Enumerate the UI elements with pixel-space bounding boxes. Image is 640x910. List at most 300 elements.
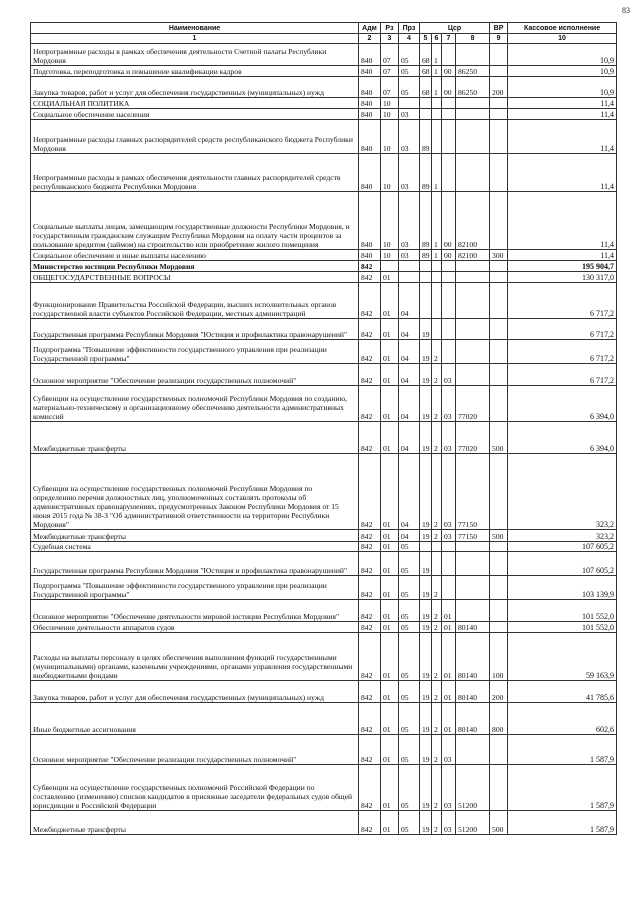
row-csr-program <box>420 261 432 272</box>
table-row <box>31 192 617 250</box>
row-adm: 842 <box>359 811 381 835</box>
row-vr <box>490 66 508 77</box>
row-adm: 840 <box>359 192 381 250</box>
row-cash-execution: 323,2 <box>508 530 617 542</box>
row-vr: 300 <box>490 250 508 261</box>
table-row <box>31 364 617 386</box>
row-name: Функционирование Правительства Российской Федерации, высших исполнительных органов государственной власти субъектов Российской Федерации, местных администраций <box>31 283 359 319</box>
row-rz: 01 <box>381 340 399 364</box>
row-prz: 04 <box>399 454 420 530</box>
row-vr: 100 <box>490 633 508 681</box>
row-csr-program: 19 <box>420 633 432 681</box>
row-vr <box>490 454 508 530</box>
row-vr: 200 <box>490 77 508 98</box>
row-csr-program: 68 <box>420 77 432 98</box>
row-csr-subprogram <box>432 261 442 272</box>
row-csr-direction <box>456 552 490 576</box>
row-csr-direction <box>456 340 490 364</box>
row-vr: 500 <box>490 422 508 454</box>
row-csr-program: 89 <box>420 120 432 154</box>
row-vr <box>490 364 508 386</box>
row-csr-program: 19 <box>420 735 432 765</box>
row-rz: 01 <box>381 530 399 542</box>
row-adm: 842 <box>359 272 381 283</box>
table-row <box>31 600 617 622</box>
table-row <box>31 765 617 811</box>
row-name: Межбюджетные трансферты <box>31 530 359 542</box>
row-rz: 01 <box>381 386 399 422</box>
table-row <box>31 272 617 283</box>
row-csr-subprogram <box>432 272 442 283</box>
row-csr-program: 89 <box>420 192 432 250</box>
row-rz: 07 <box>381 66 399 77</box>
row-adm: 842 <box>359 681 381 703</box>
row-csr-program: 19 <box>420 530 432 542</box>
table-body <box>31 44 617 835</box>
row-name: Основное мероприятие "Обеспечение реализации государственных полномочий" <box>31 364 359 386</box>
row-adm: 842 <box>359 364 381 386</box>
row-csr-measure: 03 <box>442 422 456 454</box>
row-prz: 03 <box>399 109 420 120</box>
row-csr-direction: 86250 <box>456 66 490 77</box>
row-csr-subprogram: 2 <box>432 735 442 765</box>
table-row <box>31 154 617 192</box>
row-prz: 05 <box>399 44 420 66</box>
row-rz: 10 <box>381 98 399 109</box>
row-prz: 05 <box>399 681 420 703</box>
row-prz: 05 <box>399 77 420 98</box>
row-rz: 01 <box>381 454 399 530</box>
row-prz: 04 <box>399 386 420 422</box>
row-csr-program <box>420 98 432 109</box>
row-rz: 01 <box>381 622 399 633</box>
row-csr-subprogram: 2 <box>432 703 442 735</box>
row-adm: 842 <box>359 600 381 622</box>
row-csr-subprogram: 2 <box>432 600 442 622</box>
row-csr-subprogram <box>432 109 442 120</box>
row-adm: 842 <box>359 735 381 765</box>
column-number: 2 <box>359 34 381 44</box>
row-csr-direction: 77150 <box>456 454 490 530</box>
row-prz: 03 <box>399 120 420 154</box>
row-cash-execution: 107 605,2 <box>508 552 617 576</box>
row-cash-execution: 10,9 <box>508 44 617 66</box>
row-csr-program: 19 <box>420 811 432 835</box>
row-vr: 500 <box>490 811 508 835</box>
row-csr-program: 19 <box>420 386 432 422</box>
row-cash-execution: 6 717,2 <box>508 364 617 386</box>
row-rz: 01 <box>381 542 399 552</box>
row-adm: 840 <box>359 98 381 109</box>
row-rz: 10 <box>381 250 399 261</box>
row-cash-execution: 11,4 <box>508 250 617 261</box>
row-prz: 05 <box>399 552 420 576</box>
row-csr-program: 19 <box>420 364 432 386</box>
row-cash-execution: 6 717,2 <box>508 340 617 364</box>
row-name: Непрограммные расходы в рамках обеспечения деятельности главных распорядителей средств республиканского бюджета Республики Мордовия <box>31 154 359 192</box>
row-csr-measure: 03 <box>442 765 456 811</box>
row-name: Государственная программа Республики Мордовия "Юстиция и профилактика правонарушений" <box>31 552 359 576</box>
row-adm: 842 <box>359 703 381 735</box>
row-name: Подпрограмма "Повышение эффективности государственного управления при реализации Государственной программы" <box>31 576 359 600</box>
row-prz: 04 <box>399 530 420 542</box>
row-rz: 10 <box>381 154 399 192</box>
row-vr <box>490 283 508 319</box>
column-number: 9 <box>490 34 508 44</box>
row-prz: 04 <box>399 364 420 386</box>
row-name: Социальное обеспечение населения <box>31 109 359 120</box>
row-prz: 05 <box>399 600 420 622</box>
row-vr <box>490 261 508 272</box>
row-rz: 01 <box>381 283 399 319</box>
row-csr-subprogram: 2 <box>432 765 442 811</box>
row-cash-execution: 1 587,9 <box>508 765 617 811</box>
row-prz: 04 <box>399 422 420 454</box>
row-csr-subprogram: 2 <box>432 633 442 681</box>
row-vr <box>490 622 508 633</box>
row-csr-program: 19 <box>420 454 432 530</box>
row-prz: 03 <box>399 192 420 250</box>
row-cash-execution: 10,9 <box>508 66 617 77</box>
row-rz: 10 <box>381 120 399 154</box>
row-prz <box>399 272 420 283</box>
row-prz: 05 <box>399 66 420 77</box>
row-csr-subprogram <box>432 283 442 319</box>
row-csr-program <box>420 542 432 552</box>
row-csr-measure <box>442 552 456 576</box>
row-rz: 01 <box>381 703 399 735</box>
row-vr <box>490 765 508 811</box>
row-csr-direction <box>456 576 490 600</box>
column-number: 10 <box>508 34 617 44</box>
row-cash-execution: 103 139,9 <box>508 576 617 600</box>
row-adm: 842 <box>359 633 381 681</box>
row-csr-direction <box>456 283 490 319</box>
table-row <box>31 633 617 681</box>
row-rz: 10 <box>381 109 399 120</box>
row-adm: 842 <box>359 552 381 576</box>
row-csr-program: 19 <box>420 765 432 811</box>
row-csr-subprogram: 1 <box>432 44 442 66</box>
row-name: Субвенции на осуществление государственных полномочий Республики Мордовия по определению перечня должностных лиц, уполномоченных составлять протоколы об административных правонарушениях, предусмотренных Законом Республики Мордовия от 15 июня 2015 года № 38-З "Об административной ответственности на территории Республики Мордовия" <box>31 454 359 530</box>
row-csr-subprogram: 1 <box>432 192 442 250</box>
row-prz: 05 <box>399 765 420 811</box>
row-vr <box>490 552 508 576</box>
table-row <box>31 250 617 261</box>
row-cash-execution: 1 587,9 <box>508 811 617 835</box>
row-cash-execution: 602,6 <box>508 703 617 735</box>
row-adm: 842 <box>359 454 381 530</box>
row-prz <box>399 98 420 109</box>
table-row <box>31 622 617 633</box>
row-vr <box>490 98 508 109</box>
row-vr <box>490 386 508 422</box>
row-vr <box>490 192 508 250</box>
row-name: Судебная система <box>31 542 359 552</box>
row-prz: 05 <box>399 633 420 681</box>
row-name: Социальное обеспечение и иные выплаты населению <box>31 250 359 261</box>
row-csr-subprogram <box>432 319 442 340</box>
row-csr-measure: 03 <box>442 386 456 422</box>
row-rz <box>381 261 399 272</box>
row-csr-subprogram: 1 <box>432 250 442 261</box>
row-vr <box>490 109 508 120</box>
row-csr-measure <box>442 120 456 154</box>
row-cash-execution: 195 904,7 <box>508 261 617 272</box>
row-csr-program: 19 <box>420 319 432 340</box>
row-csr-direction <box>456 600 490 622</box>
row-csr-measure: 00 <box>442 192 456 250</box>
row-csr-measure <box>442 283 456 319</box>
column-number-row <box>31 34 617 44</box>
row-name: Иные бюджетные ассигнования <box>31 703 359 735</box>
row-csr-measure <box>442 44 456 66</box>
row-rz: 01 <box>381 422 399 454</box>
row-csr-subprogram <box>432 552 442 576</box>
row-csr-direction: 80140 <box>456 633 490 681</box>
row-csr-program: 19 <box>420 340 432 364</box>
row-name: Непрограммные расходы главных распорядителей средств республиканского бюджета Республики Мордовия <box>31 120 359 154</box>
row-name: Подпрограмма "Повышение эффективности государственного управления при реализации Государственной программы" <box>31 340 359 364</box>
row-name: Закупка товаров, работ и услуг для обеспечения государственных (муниципальных) нужд <box>31 77 359 98</box>
row-csr-direction: 77020 <box>456 422 490 454</box>
row-name: Обеспечение деятельности аппаратов судов <box>31 622 359 633</box>
table-row <box>31 109 617 120</box>
header-csr: Цср <box>420 23 490 34</box>
page-number: 83 <box>622 6 630 15</box>
row-vr <box>490 576 508 600</box>
row-csr-measure <box>442 319 456 340</box>
row-name: Субвенции на осуществление государственных полномочий Республики Мордовия по созданию, материально-техническому и организационному обеспечению деятельности административных комиссий <box>31 386 359 422</box>
row-csr-direction <box>456 44 490 66</box>
row-prz: 03 <box>399 250 420 261</box>
row-cash-execution: 11,4 <box>508 192 617 250</box>
row-prz: 03 <box>399 154 420 192</box>
row-rz: 01 <box>381 272 399 283</box>
row-rz: 07 <box>381 44 399 66</box>
row-vr: 200 <box>490 681 508 703</box>
header-row <box>31 23 617 34</box>
row-cash-execution: 6 717,2 <box>508 283 617 319</box>
row-csr-measure: 03 <box>442 811 456 835</box>
row-rz: 01 <box>381 364 399 386</box>
row-csr-measure: 03 <box>442 735 456 765</box>
row-prz: 05 <box>399 622 420 633</box>
row-csr-measure: 03 <box>442 530 456 542</box>
row-prz: 05 <box>399 811 420 835</box>
table-row <box>31 340 617 364</box>
row-csr-direction: 51200 <box>456 811 490 835</box>
row-csr-measure: 00 <box>442 77 456 98</box>
row-rz: 01 <box>381 633 399 681</box>
row-csr-subprogram: 2 <box>432 811 442 835</box>
row-csr-measure <box>442 109 456 120</box>
row-csr-direction: 77020 <box>456 386 490 422</box>
row-adm: 840 <box>359 154 381 192</box>
row-name: Основное мероприятие "Обеспечение деятельности мировой юстиции Республики Мордовия" <box>31 600 359 622</box>
row-prz: 05 <box>399 703 420 735</box>
row-rz: 01 <box>381 552 399 576</box>
row-csr-subprogram: 2 <box>432 530 442 542</box>
table-row <box>31 454 617 530</box>
row-name: Межбюджетные трансферты <box>31 811 359 835</box>
table-row <box>31 261 617 272</box>
row-adm: 840 <box>359 120 381 154</box>
row-vr: 800 <box>490 703 508 735</box>
row-adm: 840 <box>359 77 381 98</box>
header-adm: Адм <box>359 23 381 34</box>
row-vr <box>490 340 508 364</box>
row-cash-execution: 1 587,9 <box>508 735 617 765</box>
row-cash-execution: 59 163,9 <box>508 633 617 681</box>
row-csr-direction: 51200 <box>456 765 490 811</box>
row-vr <box>490 154 508 192</box>
row-name: Непрограммные расходы в рамках обеспечения деятельности Счетной палаты Республики Мордовия <box>31 44 359 66</box>
table-row <box>31 319 617 340</box>
row-adm: 842 <box>359 530 381 542</box>
row-csr-subprogram <box>432 542 442 552</box>
row-csr-subprogram: 2 <box>432 386 442 422</box>
row-csr-subprogram: 2 <box>432 454 442 530</box>
row-csr-subprogram: 2 <box>432 576 442 600</box>
row-name: Министерство юстиции Республики Мордовия <box>31 261 359 272</box>
row-name: Субвенции на осуществление государственных полномочий Российской Федерации по составлению (изменению) списков кандидатов в присяжные заседатели федеральных судов общей юрисдикции в Российской Федерации <box>31 765 359 811</box>
table-row <box>31 283 617 319</box>
row-cash-execution: 10,9 <box>508 77 617 98</box>
row-csr-program: 19 <box>420 622 432 633</box>
row-cash-execution: 107 605,2 <box>508 542 617 552</box>
row-adm: 842 <box>359 622 381 633</box>
row-csr-direction: 80140 <box>456 703 490 735</box>
row-rz: 01 <box>381 576 399 600</box>
row-rz: 01 <box>381 735 399 765</box>
row-prz <box>399 261 420 272</box>
row-cash-execution: 6 717,2 <box>508 319 617 340</box>
row-adm: 842 <box>359 386 381 422</box>
row-name: СОЦИАЛЬНАЯ ПОЛИТИКА <box>31 98 359 109</box>
row-cash-execution: 41 785,6 <box>508 681 617 703</box>
row-csr-subprogram: 1 <box>432 66 442 77</box>
row-rz: 07 <box>381 77 399 98</box>
row-vr <box>490 120 508 154</box>
row-csr-measure <box>442 542 456 552</box>
row-vr <box>490 272 508 283</box>
table-row <box>31 542 617 552</box>
row-adm: 842 <box>359 319 381 340</box>
row-csr-measure <box>442 272 456 283</box>
row-cash-execution: 6 394,0 <box>508 422 617 454</box>
row-csr-subprogram: 1 <box>432 77 442 98</box>
table-row <box>31 735 617 765</box>
row-csr-subprogram: 2 <box>432 340 442 364</box>
row-adm: 842 <box>359 765 381 811</box>
row-csr-direction: 80140 <box>456 622 490 633</box>
row-csr-measure: 01 <box>442 600 456 622</box>
row-csr-direction <box>456 735 490 765</box>
row-csr-program: 19 <box>420 552 432 576</box>
table-row <box>31 681 617 703</box>
row-name: Основное мероприятие "Обеспечение реализации государственных полномочий" <box>31 735 359 765</box>
row-vr <box>490 319 508 340</box>
row-cash-execution: 130 317,0 <box>508 272 617 283</box>
row-csr-measure <box>442 340 456 364</box>
row-csr-subprogram: 1 <box>432 154 442 192</box>
table-row <box>31 386 617 422</box>
row-csr-direction: 82100 <box>456 250 490 261</box>
row-name: Межбюджетные трансферты <box>31 422 359 454</box>
row-csr-program: 19 <box>420 703 432 735</box>
row-csr-direction: 77150 <box>456 530 490 542</box>
row-cash-execution: 11,4 <box>508 120 617 154</box>
budget-table <box>30 22 617 835</box>
column-number: 6 <box>432 34 442 44</box>
row-csr-subprogram <box>432 120 442 154</box>
row-csr-direction: 86250 <box>456 77 490 98</box>
row-csr-program <box>420 272 432 283</box>
column-number: 5 <box>420 34 432 44</box>
row-csr-measure: 00 <box>442 250 456 261</box>
header-cash: Кассовое исполнение <box>508 23 617 34</box>
row-csr-measure: 01 <box>442 633 456 681</box>
row-prz: 04 <box>399 283 420 319</box>
row-adm: 840 <box>359 109 381 120</box>
row-vr <box>490 735 508 765</box>
row-csr-direction <box>456 542 490 552</box>
column-number: 4 <box>399 34 420 44</box>
row-csr-subprogram: 2 <box>432 622 442 633</box>
row-prz: 05 <box>399 735 420 765</box>
row-cash-execution: 323,2 <box>508 454 617 530</box>
table-row <box>31 77 617 98</box>
row-vr <box>490 600 508 622</box>
row-csr-measure <box>442 154 456 192</box>
row-adm: 840 <box>359 44 381 66</box>
row-csr-program: 89 <box>420 154 432 192</box>
row-prz: 04 <box>399 340 420 364</box>
row-cash-execution: 11,4 <box>508 109 617 120</box>
column-number: 3 <box>381 34 399 44</box>
row-csr-program: 89 <box>420 250 432 261</box>
row-adm: 842 <box>359 283 381 319</box>
row-cash-execution: 101 552,0 <box>508 600 617 622</box>
table-row <box>31 98 617 109</box>
table-row <box>31 530 617 542</box>
row-vr <box>490 542 508 552</box>
row-csr-subprogram <box>432 98 442 109</box>
row-csr-direction <box>456 98 490 109</box>
row-csr-measure <box>442 98 456 109</box>
row-prz: 05 <box>399 542 420 552</box>
row-csr-direction <box>456 109 490 120</box>
row-csr-measure: 03 <box>442 364 456 386</box>
row-csr-subprogram: 2 <box>432 364 442 386</box>
row-csr-program: 19 <box>420 600 432 622</box>
row-vr: 500 <box>490 530 508 542</box>
row-name: Государственная программа Республики Мордовия "Юстиция и профилактика правонарушений" <box>31 319 359 340</box>
row-csr-measure: 01 <box>442 703 456 735</box>
header-rz: Рз <box>381 23 399 34</box>
table-row <box>31 703 617 735</box>
row-prz: 04 <box>399 319 420 340</box>
row-adm: 840 <box>359 66 381 77</box>
table-row <box>31 422 617 454</box>
column-number: 8 <box>456 34 490 44</box>
header-prz: Прз <box>399 23 420 34</box>
column-number: 7 <box>442 34 456 44</box>
row-adm: 840 <box>359 250 381 261</box>
row-name: ОБЩЕГОСУДАРСТВЕННЫЕ ВОПРОСЫ <box>31 272 359 283</box>
table-row <box>31 811 617 835</box>
